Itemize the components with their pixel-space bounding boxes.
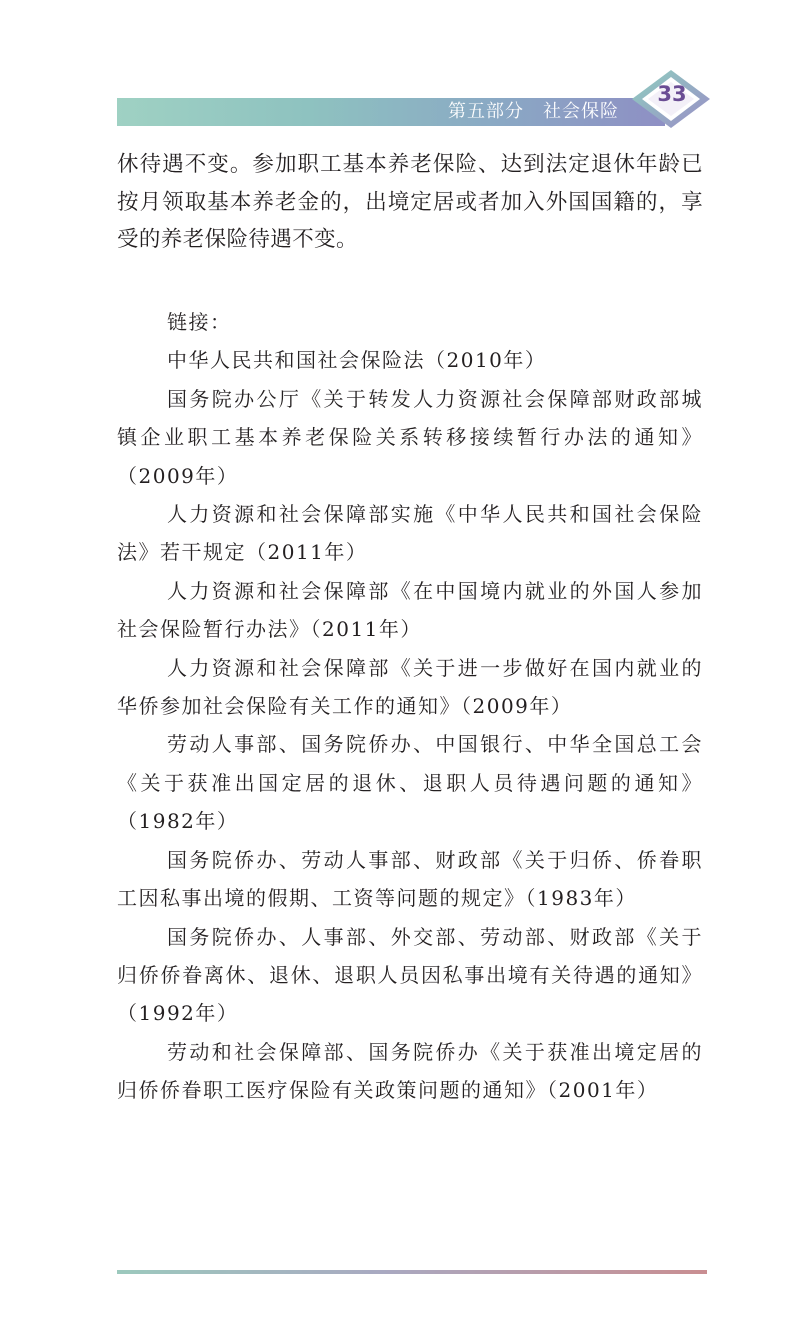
link-item: 劳动人事部、国务院侨办、中国银行、中华全国总工会《关于获准出国定居的退休、退职人员待遇问题的通知》（1982年） <box>117 732 703 834</box>
link-item: 中华人民共和国社会保险法（2010年） <box>167 348 547 373</box>
footer-divider <box>117 1270 707 1274</box>
link-item: 人力资源和社会保障部《关于进一步做好在国内就业的华侨参加社会保险有关工作的通知》（2009年） <box>117 655 703 719</box>
link-item: 人力资源和社会保障部《在中国境内就业的外国人参加社会保险暂行办法》（2011年） <box>117 578 703 642</box>
body-paragraph: 休待遇不变。参加职工基本养老保险、达到法定退休年龄已按月领取基本养老金的，出境定居或者加入外国国籍的，享受的养老保险待遇不变。 <box>117 152 703 252</box>
link-item: 劳动和社会保障部、国务院侨办《关于获准出境定居的归侨侨眷职工医疗保险有关政策问题的通知》（2001年） <box>117 1039 703 1103</box>
links-section <box>117 303 703 1110</box>
link-item: 国务院侨办、人事部、外交部、劳动部、财政部《关于归侨侨眷离休、退休、退职人员因私事出境有关待遇的通知》（1992年） <box>117 924 703 1026</box>
page-number: 33 <box>657 82 687 106</box>
link-item: 人力资源和社会保障部实施《中华人民共和国社会保险法》若干规定（2011年） <box>117 502 703 565</box>
link-item: 国务院侨办、劳动人事部、财政部《关于归侨、侨眷职工因私事出境的假期、工资等问题的规定》（1983年） <box>117 847 703 911</box>
link-item: 国务院办公厅《关于转发人力资源社会保障部财政部城镇企业职工基本养老保险关系转移接续暂行办法的通知》（2009年） <box>117 386 703 488</box>
links-heading: 链接： <box>167 310 232 334</box>
section-title: 第五部分 社会保险 <box>448 101 619 122</box>
